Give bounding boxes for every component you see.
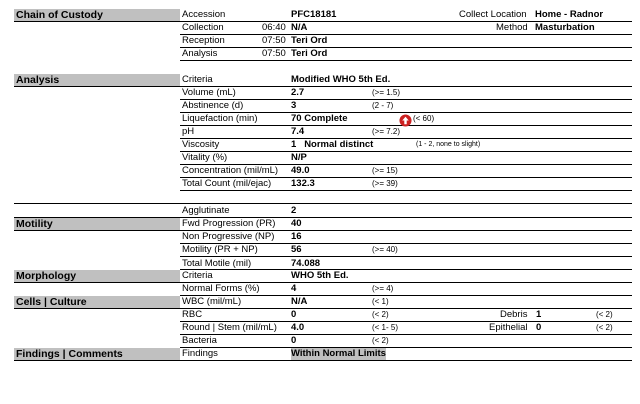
total-motile-value: 74.088 [291, 258, 321, 269]
row-divider [180, 190, 632, 191]
normal-forms-value: 4 [291, 283, 297, 294]
collect-location-value: Home - Radnor [535, 9, 604, 20]
epithelial-value: 0 [536, 322, 542, 333]
row-divider [180, 295, 632, 296]
section-cells-culture: Cells | Culture [14, 296, 180, 308]
analysis-time: 07:50 [262, 48, 286, 59]
row-divider [180, 47, 632, 48]
analysis-time-value: Teri Ord [291, 48, 328, 59]
row-divider [14, 230, 632, 231]
round-stem-value: 4.0 [291, 322, 305, 333]
row-divider [180, 256, 632, 257]
epithelial-label: Epithelial [489, 322, 528, 333]
normal-forms-label: Normal Forms (%) [182, 283, 260, 294]
ph-value: 7.4 [291, 126, 305, 137]
wbc-ref: (< 1) [372, 297, 389, 306]
motility-total-value: 56 [291, 244, 302, 255]
round-stem-ref: (< 1- 5) [372, 323, 399, 332]
findings-value: Within Normal Limits [291, 348, 386, 359]
row-divider [14, 203, 632, 204]
liquefaction-ref: (< 60) [413, 114, 435, 123]
non-progressive-label: Non Progressive (NP) [182, 231, 275, 242]
row-divider [180, 34, 632, 35]
normal-forms-ref: (>= 4) [372, 284, 394, 293]
row-divider [180, 347, 632, 348]
debris-value: 1 [536, 309, 542, 320]
collection-label: Collection [182, 22, 224, 33]
row-divider [180, 99, 632, 100]
ph-ref: (>= 7.2) [372, 127, 401, 136]
concentration-value: 49.0 [291, 165, 310, 176]
abstinence-label: Abstinence (d) [182, 100, 244, 111]
findings-label: Findings [182, 348, 218, 359]
concentration-ref: (>= 15) [372, 166, 398, 175]
collection-time: 06:40 [262, 22, 286, 33]
bacteria-ref: (< 2) [372, 336, 389, 345]
round-stem-label: Round | Stem (mil/mL) [182, 322, 277, 333]
analysis-criteria-label: Criteria [182, 74, 213, 85]
rbc-value: 0 [291, 309, 297, 320]
bacteria-label: Bacteria [182, 335, 217, 346]
collect-location-label: Collect Location [459, 9, 527, 20]
agglutinate-value: 2 [291, 205, 297, 216]
volume-value: 2.7 [291, 87, 305, 98]
analysis-time-label: Analysis [182, 48, 218, 59]
volume-ref: (>= 1.5) [372, 88, 401, 97]
arrow-up-icon [399, 114, 412, 127]
fwd-progression-label: Fwd Progression (PR) [182, 218, 276, 229]
vitality-value: N/P [291, 152, 307, 163]
row-divider [180, 334, 632, 335]
row-divider [14, 86, 632, 87]
section-motility: Motility [14, 218, 180, 230]
row-divider [180, 138, 632, 139]
method-value: Masturbation [535, 22, 595, 33]
accession-value: PFC18181 [291, 9, 337, 20]
viscosity-value: 1 Normal distinct [291, 139, 374, 150]
agglutinate-label: Agglutinate [182, 205, 230, 216]
row-divider [14, 282, 632, 283]
viscosity-label: Viscosity [182, 139, 220, 150]
rbc-ref: (< 2) [372, 310, 389, 319]
non-progressive-value: 16 [291, 231, 302, 242]
reception-label: Reception [182, 35, 225, 46]
row-divider [14, 360, 632, 361]
debris-ref: (< 2) [596, 310, 613, 319]
volume-label: Volume (mL) [182, 87, 236, 98]
section-chain-of-custody: Chain of Custody [14, 9, 180, 21]
reception-value: Teri Ord [291, 35, 328, 46]
morphology-criteria-label: Criteria [182, 270, 213, 281]
section-morphology: Morphology [14, 270, 180, 282]
debris-label: Debris [500, 309, 528, 320]
motility-total-label: Motility (PR + NP) [182, 244, 258, 255]
row-divider [180, 151, 632, 152]
total-count-ref: (>= 39) [372, 179, 398, 188]
morphology-criteria-value: WHO 5th Ed. [291, 270, 349, 281]
collection-value: N/A [291, 22, 308, 33]
abstinence-ref: (2 - 7) [372, 101, 394, 110]
analysis-criteria-value: Modified WHO 5th Ed. [291, 74, 391, 85]
abstinence-value: 3 [291, 100, 297, 111]
row-divider [180, 60, 632, 61]
concentration-label: Concentration (mil/mL) [182, 165, 279, 176]
liquefaction-value: 70 Complete [291, 113, 348, 124]
section-analysis: Analysis [14, 74, 180, 86]
motility-total-ref: (>= 40) [372, 245, 398, 254]
liquefaction-label: Liquefaction (min) [182, 113, 258, 124]
total-count-value: 132.3 [291, 178, 315, 189]
ph-label: pH [182, 126, 195, 137]
total-count-label: Total Count (mil/ejac) [182, 178, 272, 189]
rbc-label: RBC [182, 309, 203, 320]
vitality-label: Vitality (%) [182, 152, 228, 163]
fwd-progression-value: 40 [291, 218, 302, 229]
reception-time: 07:50 [262, 35, 286, 46]
bacteria-value: 0 [291, 335, 297, 346]
accession-label: Accession [182, 9, 226, 20]
method-label: Method [496, 22, 528, 33]
section-findings-comments: Findings | Comments [14, 348, 180, 360]
wbc-value: N/A [291, 296, 308, 307]
epithelial-ref: (< 2) [596, 323, 613, 332]
viscosity-ref: (1 - 2, none to slight) [416, 141, 481, 148]
wbc-label: WBC (mil/mL) [182, 296, 242, 307]
total-motile-label: Total Motile (mil) [182, 258, 252, 269]
